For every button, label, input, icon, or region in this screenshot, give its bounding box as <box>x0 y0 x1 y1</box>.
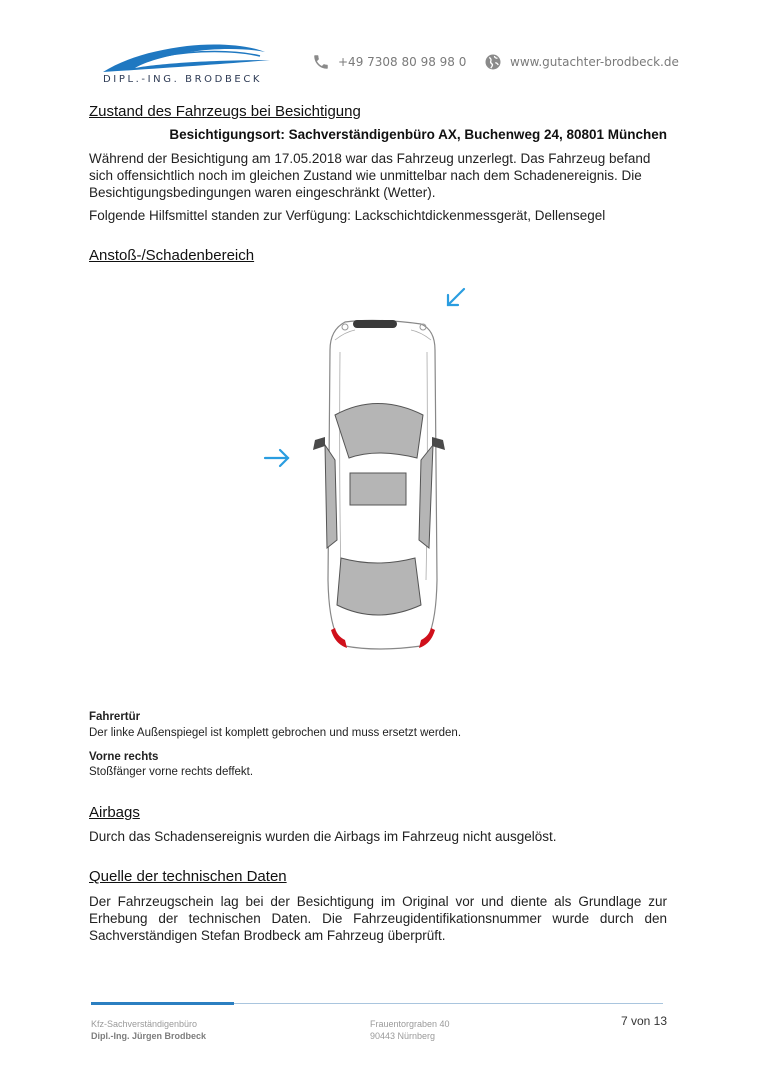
heading-data-source: Quelle der technischen Daten <box>89 868 287 885</box>
rear-window <box>337 558 421 615</box>
sunroof <box>350 473 406 505</box>
footer-address-line1: Frauentorgraben 40 <box>370 1019 450 1029</box>
impact-arrow-left-side <box>265 450 288 466</box>
phone-icon <box>312 53 330 71</box>
footer-address-line2: 90443 Nürnberg <box>370 1031 436 1041</box>
damage-item-text: Stoßfänger vorne rechts deffekt. <box>89 766 254 778</box>
left-side-windows <box>325 445 337 548</box>
footer-company-line1: Kfz-Sachverständigenbüro <box>91 1019 198 1029</box>
footer-address <box>370 1018 450 1042</box>
damage-item-text: Der linke Außenspiegel ist komplett gebrochen und muss ersetzt werden. <box>89 727 462 739</box>
data-source-text: Der Fahrzeugschein lag bei der Besichtigung im Original vor und diente als Grundlage zur Erhebung der technischen Daten. Die Fahrzeugidentifikationsnummer wurde durch den Sachverständigen Stefan Brodbeck am Fahrzeug überprüft. <box>89 894 667 943</box>
condition-paragraph: Während der Besichtigung am 17.05.2018 war das Fahrzeug unzerlegt. Das Fahrzeug befand sich offensichtlich noch im gleichen Zustand wie unmittelbar nach dem Schadenereignis. Die Besichtigungsbedingungen waren eingeschränkt (Wetter). <box>89 151 651 200</box>
header-website[interactable] <box>484 53 679 71</box>
globe-icon <box>484 53 502 71</box>
heading-airbags: Airbags <box>89 804 140 821</box>
windshield <box>335 404 423 459</box>
logo-wordmark: DIPL.-ING. BRODBECK <box>103 74 263 85</box>
airbags-text: Durch das Schadensereignis wurden die Airbags im Fahrzeug nicht ausgelöst. <box>89 829 557 844</box>
left-mirror <box>313 437 325 450</box>
heading-condition: Zustand des Fahrzeugs bei Besichtigung <box>89 103 361 120</box>
front-grille <box>353 320 397 328</box>
damage-item-title: Vorne rechts <box>89 751 159 763</box>
website-url: www.gutachter-brodbeck.de <box>510 55 679 69</box>
footer-company-line2: Dipl.-Ing. Jürgen Brodbeck <box>91 1031 207 1041</box>
phone-number: +49 7308 80 98 98 0 <box>338 55 467 69</box>
footer-company <box>91 1018 206 1042</box>
header-phone[interactable] <box>312 53 466 71</box>
damage-item-title: Fahrertür <box>89 711 141 723</box>
heading-damage-area: Anstoß-/Schadenbereich <box>89 247 255 264</box>
car-damage-diagram <box>255 280 475 660</box>
impact-arrow-front-right <box>448 289 464 305</box>
page-number: 7 von 13 <box>620 1014 667 1028</box>
inspection-location: Besichtigungsort: Sachverständigenbüro AX, Buchenweg 24, 80801 München <box>169 127 667 142</box>
tools-paragraph: Folgende Hilfsmittel standen zur Verfügung: Lackschichtdickenmessgerät, Dellensegel <box>89 208 606 223</box>
footer-accent-bar <box>91 1002 234 1005</box>
